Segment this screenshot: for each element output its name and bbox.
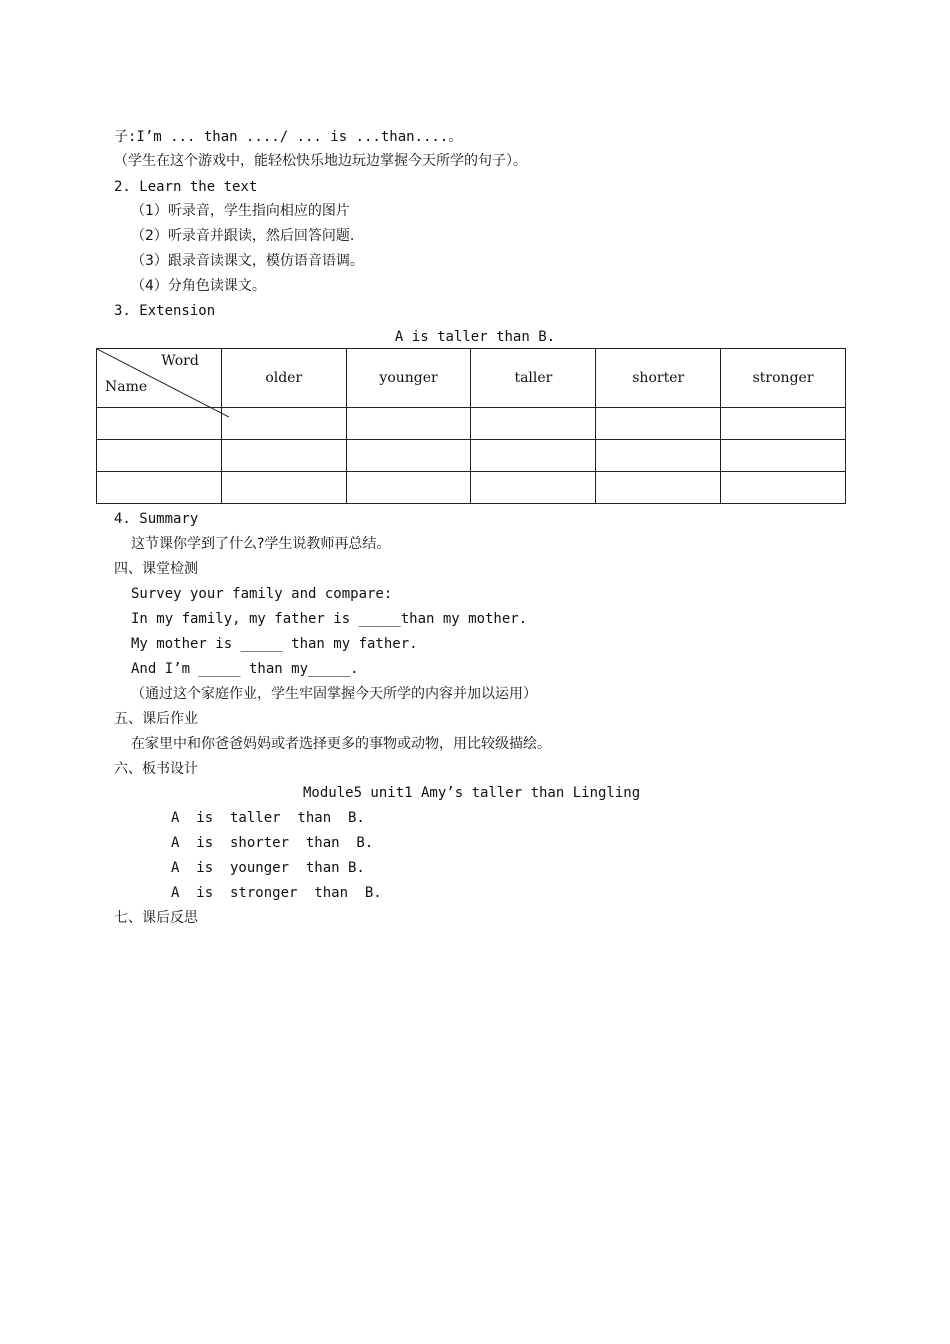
header-cell-younger: younger bbox=[346, 349, 471, 408]
survey-line-3: And I’m _____ than my_____. bbox=[131, 661, 359, 677]
learn-step-4: （4）分角色读课文。 bbox=[131, 278, 266, 294]
step-heading-summary: 4. Summary bbox=[114, 511, 199, 527]
step-heading-extension: 3. Extension bbox=[114, 303, 216, 319]
header-cell-stronger: stronger bbox=[721, 349, 846, 408]
section-heading-5: 五、课后作业 bbox=[114, 711, 198, 727]
corner-label-word: Word bbox=[161, 353, 199, 369]
board-title: Module5 unit1 Amy’s taller than Lingling bbox=[303, 785, 641, 801]
table-cell bbox=[97, 440, 222, 472]
corner-label-name: Name bbox=[105, 379, 148, 395]
section-heading-7: 七、课后反思 bbox=[114, 910, 198, 926]
table-cell bbox=[346, 472, 471, 504]
table-cell bbox=[471, 408, 596, 440]
table-header-row bbox=[97, 349, 846, 408]
table-row bbox=[97, 472, 846, 504]
board-line-1: A is taller than B. bbox=[171, 810, 365, 826]
board-line-4: A is stronger than B. bbox=[171, 885, 382, 901]
table-cell bbox=[221, 408, 346, 440]
table-row bbox=[97, 440, 846, 472]
header-cell-taller: taller bbox=[471, 349, 596, 408]
table-cell bbox=[596, 440, 721, 472]
table-cell bbox=[221, 440, 346, 472]
sentence-pattern-line: 子:I’m ... than ..../ ... is ...than....。 bbox=[114, 129, 463, 145]
table-cell bbox=[97, 472, 222, 504]
step-heading-learn-text: 2. Learn the text bbox=[114, 179, 258, 195]
learn-step-1: （1）听录音，学生指向相应的图片 bbox=[131, 203, 350, 219]
table-cell bbox=[596, 472, 721, 504]
table-cell bbox=[471, 472, 596, 504]
section-heading-4: 四、课堂检测 bbox=[114, 561, 198, 577]
table-cell bbox=[471, 440, 596, 472]
summary-text: 这节课你学到了什么?学生说教师再总结。 bbox=[131, 536, 391, 552]
board-line-2: A is shorter than B. bbox=[171, 835, 374, 851]
header-cell-older: older bbox=[221, 349, 346, 408]
homework-text: 在家里中和你爸爸妈妈或者选择更多的事物或动物，用比较级描绘。 bbox=[131, 736, 551, 752]
survey-line-1: In my family, my father is _____than my mother. bbox=[131, 611, 528, 627]
homework-note: （通过这个家庭作业，学生牢固掌握今天所学的内容并加以运用） bbox=[131, 686, 537, 702]
learn-step-3: （3）跟录音读课文，模仿语音语调。 bbox=[131, 253, 364, 269]
corner-cell bbox=[97, 349, 222, 408]
learn-step-2: （2）听录音并跟读，然后回答问题. bbox=[131, 228, 355, 244]
table-cell bbox=[596, 408, 721, 440]
survey-instruction: Survey your family and compare: bbox=[131, 586, 393, 602]
table-cell bbox=[346, 440, 471, 472]
table-cell bbox=[721, 472, 846, 504]
table-cell bbox=[721, 408, 846, 440]
survey-line-2: My mother is _____ than my father. bbox=[131, 636, 418, 652]
table-cell bbox=[721, 440, 846, 472]
table-cell bbox=[346, 408, 471, 440]
extension-table bbox=[96, 348, 846, 504]
header-cell-shorter: shorter bbox=[596, 349, 721, 408]
game-note: （学生在这个游戏中，能轻松快乐地边玩边掌握今天所学的句子）。 bbox=[114, 153, 527, 169]
board-line-3: A is younger than B. bbox=[171, 860, 365, 876]
section-heading-6: 六、板书设计 bbox=[114, 761, 198, 777]
table-cell bbox=[221, 472, 346, 504]
table-caption: A is taller than B. bbox=[394, 329, 556, 345]
